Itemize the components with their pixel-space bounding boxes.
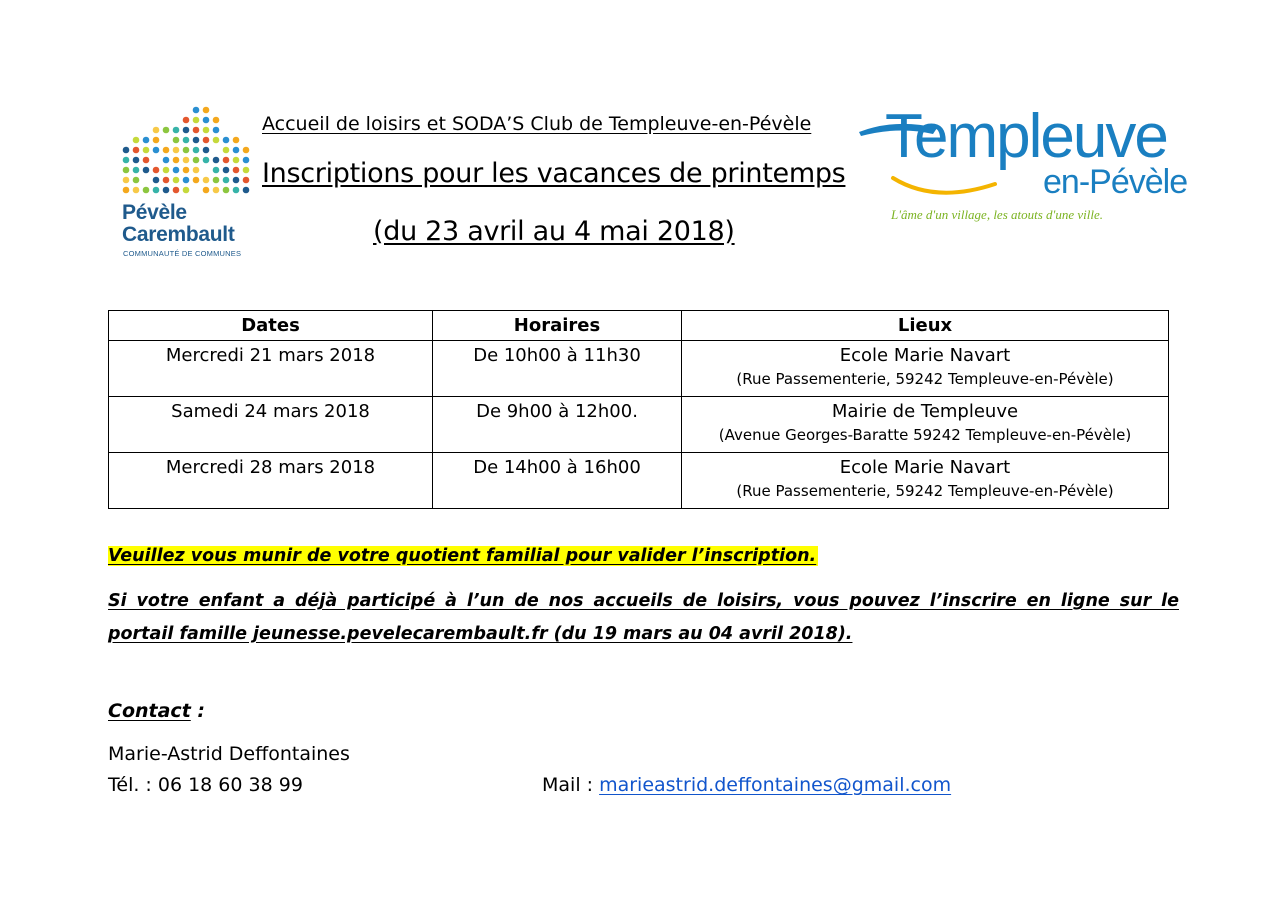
logo-dot <box>203 137 210 144</box>
place-text: Ecole Marie Navart <box>839 457 1011 478</box>
logo-dot <box>173 137 180 144</box>
logo-dot <box>163 147 170 154</box>
logo-dot <box>143 187 150 194</box>
table-row <box>109 341 1169 397</box>
logo-dot <box>243 177 250 184</box>
logo-dot <box>233 157 240 164</box>
logo-dot <box>133 187 140 194</box>
logo-dot <box>163 167 170 174</box>
logo-dot <box>233 137 240 144</box>
logo-dot <box>203 127 210 134</box>
logo-dot <box>183 147 190 154</box>
logo-dot <box>133 177 140 184</box>
cell-hours <box>433 341 682 397</box>
logo-dot <box>203 157 210 164</box>
logo-dot <box>193 167 200 174</box>
period-heading: (du 23 avril au 4 mai 2018) <box>373 216 735 247</box>
contact-label <box>108 700 205 722</box>
date-text: Samedi 24 mars 2018 <box>171 401 370 422</box>
table-header-row <box>109 311 1169 341</box>
logo-dot <box>223 157 230 164</box>
logo-dot <box>153 167 160 174</box>
logo-dot <box>213 117 220 124</box>
logo-dot <box>213 137 220 144</box>
quotient-notice: Veuillez vous munir de votre quotient familial pour valider l’inscription. <box>108 546 817 566</box>
hours-text: De 14h00 à 16h00 <box>473 457 641 478</box>
address-text: (Rue Passementerie, 59242 Templeuve-en-Pévèle) <box>736 482 1114 500</box>
logo-dot <box>193 157 200 164</box>
logo-dot <box>153 177 160 184</box>
header-hours: Horaires <box>433 311 682 341</box>
logo-dot <box>233 177 240 184</box>
logo-dot <box>183 137 190 144</box>
contact-label-suffix: : <box>190 700 205 722</box>
logo-dot <box>193 177 200 184</box>
logo-dot <box>203 187 210 194</box>
pevele-carembault-logo <box>118 104 253 264</box>
logo-dot <box>213 127 220 134</box>
logo-right-line2: en-Pévèle <box>1043 163 1188 201</box>
templeuve-logo <box>855 102 1188 234</box>
logo-dot <box>243 147 250 154</box>
logo-dot <box>173 187 180 194</box>
logo-dot <box>193 147 200 154</box>
logo-dot <box>123 187 130 194</box>
logo-dot <box>233 167 240 174</box>
logo-dot <box>173 147 180 154</box>
logo-dot <box>173 177 180 184</box>
contact-mail <box>542 774 951 796</box>
logo-dot <box>153 127 160 134</box>
logo-dot <box>153 187 160 194</box>
logo-dot <box>223 177 230 184</box>
logo-dot <box>193 137 200 144</box>
table-row <box>109 453 1169 509</box>
logo-dot <box>163 177 170 184</box>
address-text: (Avenue Georges-Baratte 59242 Templeuve-en-Pévèle) <box>718 426 1132 444</box>
logo-dot <box>193 107 200 114</box>
logo-dot <box>213 177 220 184</box>
logo-dot <box>223 137 230 144</box>
cell-date <box>109 397 433 453</box>
logo-dot <box>223 147 230 154</box>
logo-dot <box>143 157 150 164</box>
logo-dot <box>123 167 130 174</box>
logo-dot <box>163 127 170 134</box>
cell-date <box>109 341 433 397</box>
logo-right-tagline: L'âme d'un village, les atouts d'une ville. <box>891 207 1103 222</box>
logo-dot <box>243 167 250 174</box>
logo-dot <box>203 117 210 124</box>
logo-dot <box>203 107 210 114</box>
page-title: Inscriptions pour les vacances de printemps <box>262 158 846 189</box>
place-text: Mairie de Templeuve <box>831 401 1019 422</box>
logo-dot <box>123 147 130 154</box>
logo-dot <box>233 187 240 194</box>
logo-dot <box>173 127 180 134</box>
dot-grid-graphic <box>118 104 253 199</box>
logo-dot <box>123 177 130 184</box>
logo-dot <box>183 127 190 134</box>
online-registration-line1: Si votre enfant a déjà participé à l’un de nos accueils de loisirs, vous pouvez l’inscrire en ligne sur le <box>108 591 1179 611</box>
logo-dot <box>223 187 230 194</box>
logo-dot <box>143 147 150 154</box>
date-text: Mercredi 28 mars 2018 <box>165 457 376 478</box>
cell-hours <box>433 397 682 453</box>
logo-dot <box>133 137 140 144</box>
cell-place <box>682 453 1169 509</box>
logo-dot <box>143 167 150 174</box>
address-text: (Rue Passementerie, 59242 Templeuve-en-Pévèle) <box>736 370 1114 388</box>
logo-left-line2: Carembault <box>122 223 235 246</box>
logo-dot <box>173 157 180 164</box>
logo-dot <box>163 187 170 194</box>
logo-dot <box>183 167 190 174</box>
logo-dot <box>133 157 140 164</box>
cell-date <box>109 453 433 509</box>
logo-dot <box>183 157 190 164</box>
logo-dot <box>203 177 210 184</box>
logo-dot <box>213 157 220 164</box>
logo-dot <box>193 117 200 124</box>
hours-text: De 9h00 à 12h00. <box>476 401 638 422</box>
date-text: Mercredi 21 mars 2018 <box>165 345 376 366</box>
logo-dot <box>223 167 230 174</box>
table-row <box>109 397 1169 453</box>
online-registration-line2: portail famille jeunesse.pevelecarembault.fr (du 19 mars au 04 avril 2018). <box>108 624 853 644</box>
logo-dot <box>133 147 140 154</box>
cell-place <box>682 397 1169 453</box>
contact-phone: Tél. : 06 18 60 38 99 <box>108 774 303 796</box>
logo-dot <box>183 187 190 194</box>
logo-dot <box>173 167 180 174</box>
logo-dot <box>153 137 160 144</box>
header-dates: Dates <box>109 311 433 341</box>
schedule-table <box>108 310 1169 509</box>
cell-place <box>682 341 1169 397</box>
logo-dot <box>153 147 160 154</box>
contact-label-text: Contact <box>108 700 191 722</box>
hours-text: De 10h00 à 11h30 <box>473 345 641 366</box>
logo-dot <box>183 177 190 184</box>
logo-dot <box>243 187 250 194</box>
contact-name: Marie-Astrid Deffontaines <box>108 743 350 765</box>
organization-heading: Accueil de loisirs et SODA’S Club de Templeuve-en-Pévèle <box>262 113 812 135</box>
logo-left-subtitle: COMMUNAUTÉ DE COMMUNES <box>123 249 242 258</box>
logo-dot <box>213 167 220 174</box>
logo-dot <box>163 157 170 164</box>
logo-dot <box>203 147 210 154</box>
mail-label: Mail : <box>542 774 600 796</box>
logo-dot <box>123 157 130 164</box>
place-text: Ecole Marie Navart <box>839 345 1011 366</box>
cell-hours <box>433 453 682 509</box>
logo-right-line1: Templeuve <box>885 102 1167 171</box>
logo-dot <box>183 117 190 124</box>
logo-left-line1: Pévèle <box>122 201 187 224</box>
logo-dot <box>143 137 150 144</box>
logo-dot <box>193 127 200 134</box>
logo-dot <box>213 187 220 194</box>
email-link[interactable]: marieastrid.deffontaines@gmail.com <box>599 774 952 796</box>
logo-dot <box>233 147 240 154</box>
logo-dot <box>133 167 140 174</box>
logo-dot <box>243 157 250 164</box>
header-places: Lieux <box>682 311 1169 341</box>
